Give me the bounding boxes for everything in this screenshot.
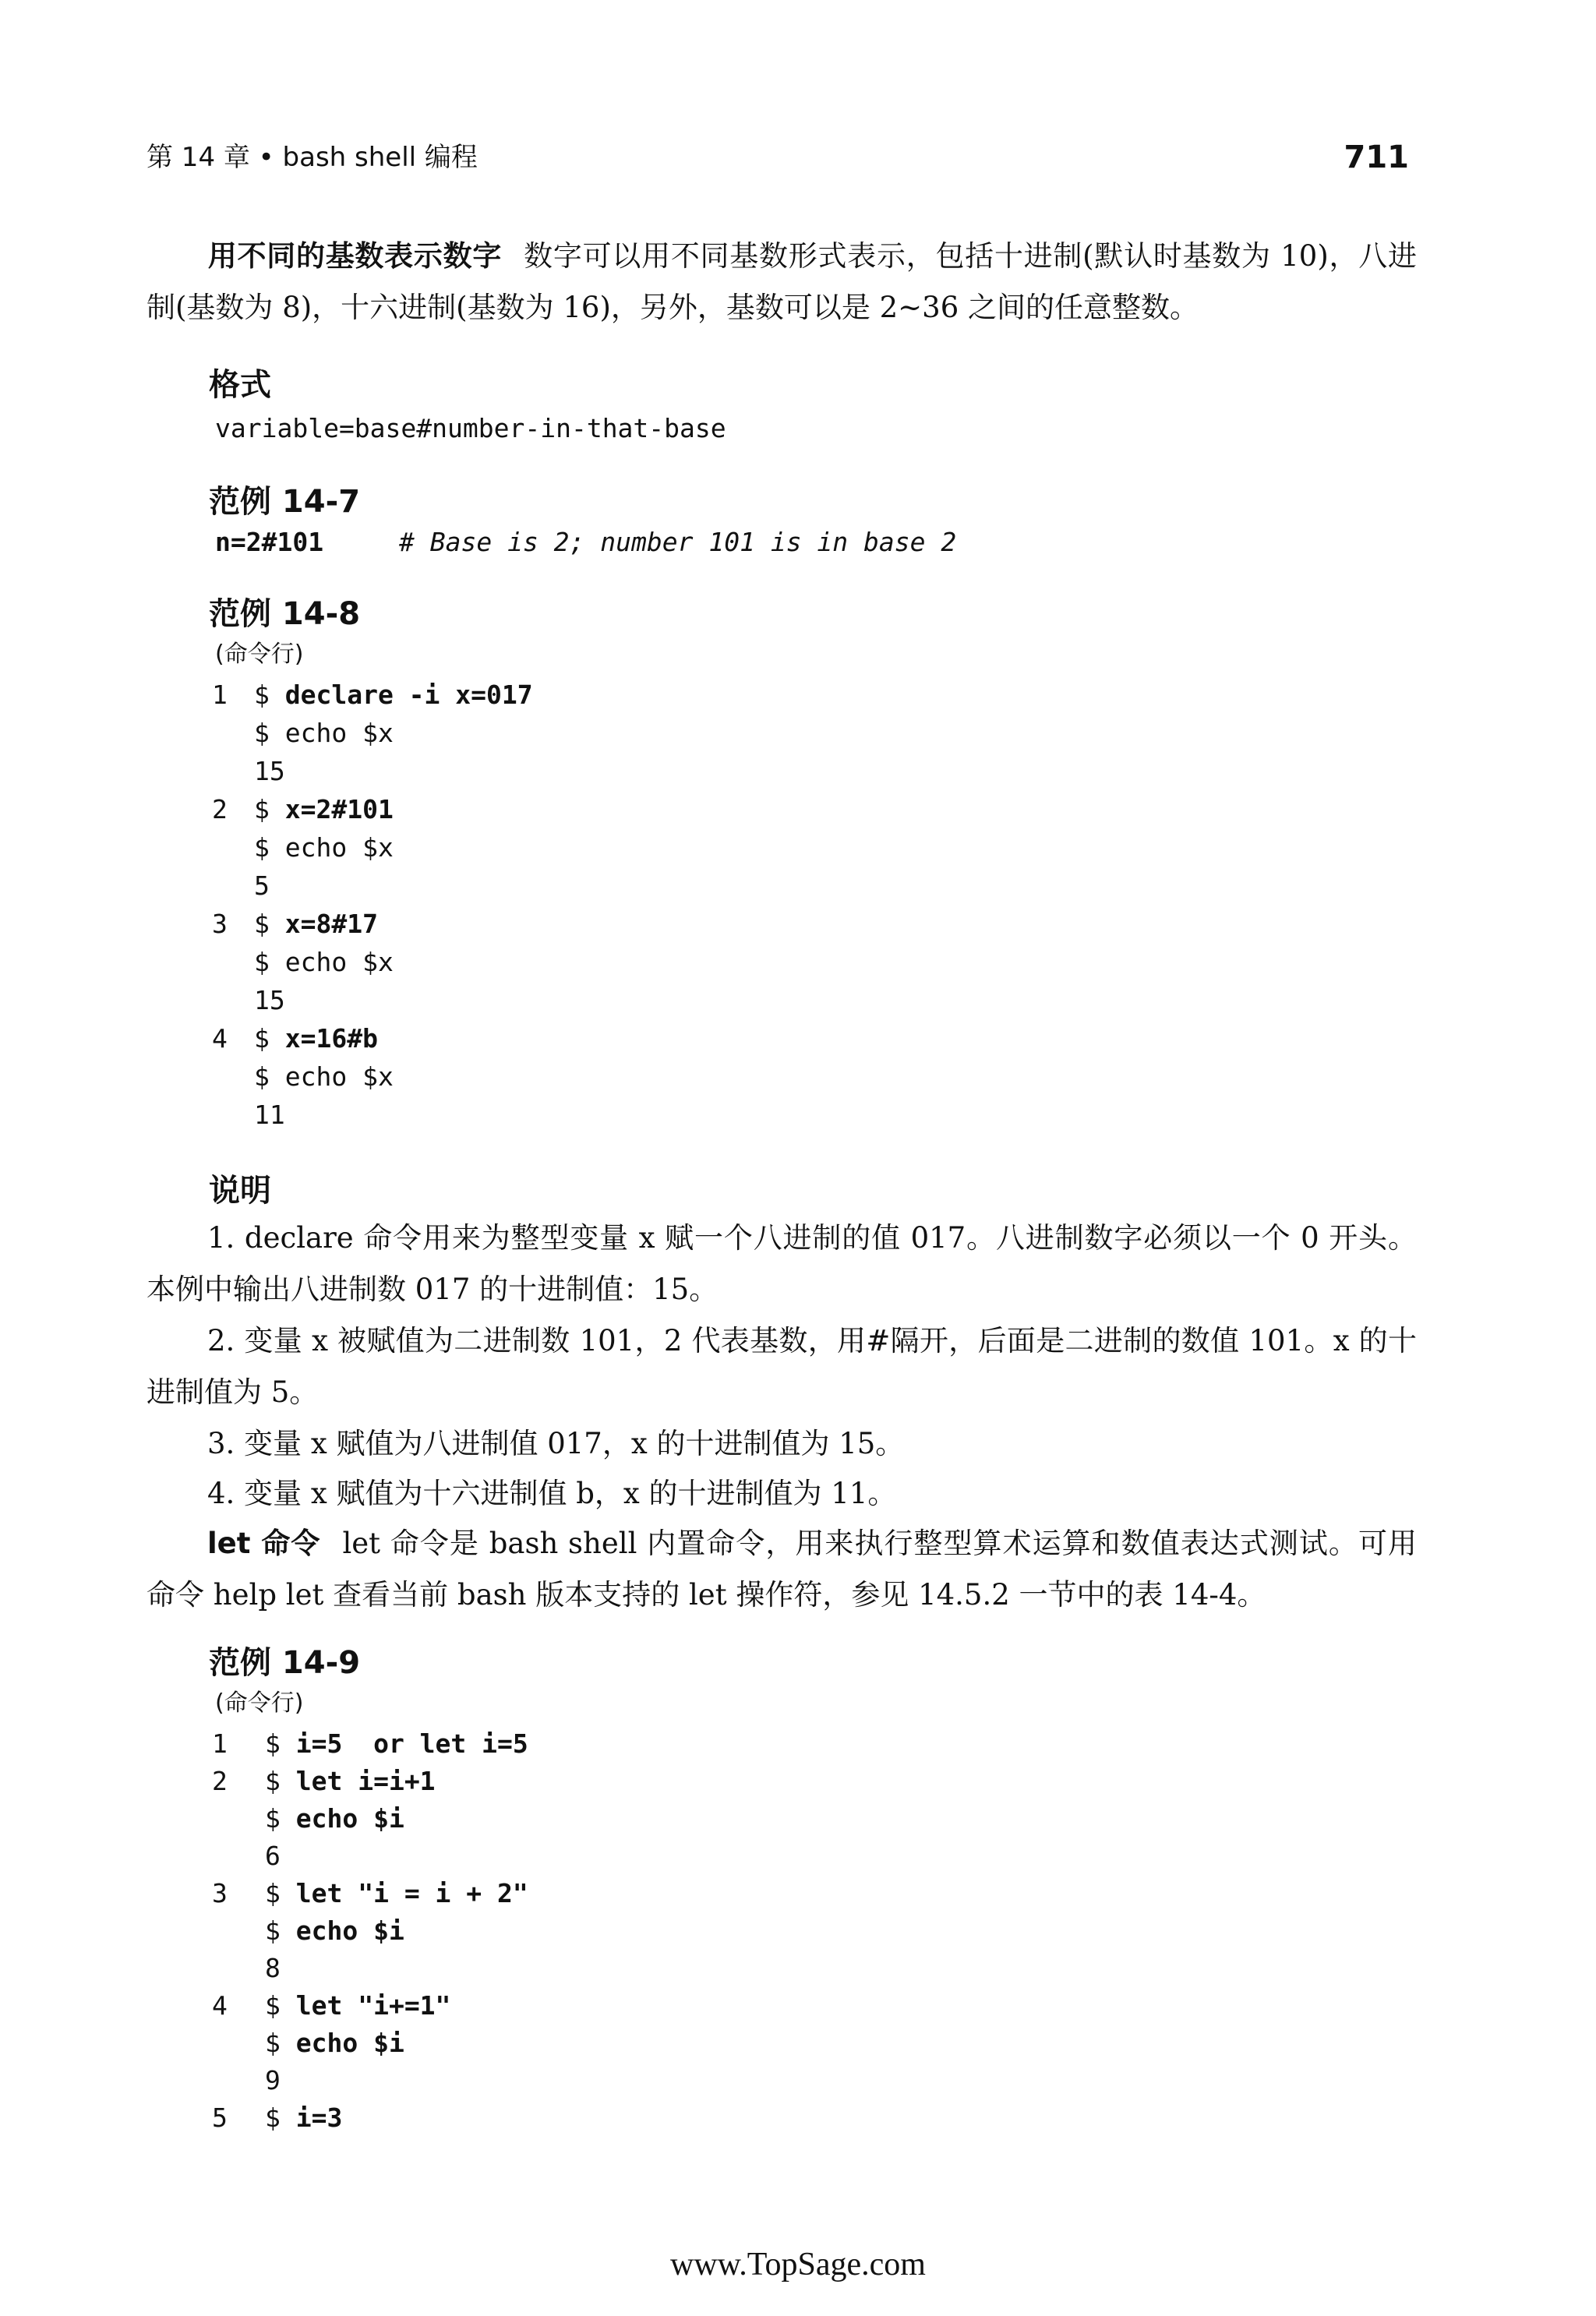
line-number: 2 [212, 794, 228, 824]
line-number: 4 [212, 1023, 228, 1054]
example-14-7-comment: # Base is 2; number 101 is in base 2 [399, 527, 957, 557]
example-14-9-subtitle: (命令行) [215, 1689, 304, 1717]
code-line: $ declare -i x=017 [254, 680, 533, 710]
example-14-9-heading: 范例 14-9 [209, 1645, 361, 1681]
line-number: 1 [212, 1728, 228, 1759]
code-line: $ echo $i [265, 1915, 404, 1946]
code-line: $ i=5 or let i=5 [265, 1728, 528, 1759]
format-heading: 格式 [209, 367, 271, 403]
intro-paragraph [147, 231, 1417, 334]
example-14-8-heading: 范例 14-8 [209, 596, 361, 632]
code-line: 9 [265, 2065, 281, 2095]
explanation-item-2: 2. 变量 x 被赋值为二进制数 101，2 代表基数，用#隔开，后面是二进制的数值 101。x 的十进制值为 5。 [147, 1324, 1417, 1409]
code-line: 15 [254, 985, 285, 1015]
code-line: $ let "i+=1" [265, 1990, 451, 2021]
let-text: let 命令是 bash shell 内置命令，用来执行整型算术运算和数值表达式测试。可用命令 help let 查看当前 bash 版本支持的 let 操作符，参见 14.5.2 一节中的表 14-4。 [147, 1527, 1417, 1612]
code-line: 5 [254, 870, 270, 901]
code-line: $ echo $x [254, 832, 394, 863]
explanation-heading: 说明 [209, 1173, 271, 1209]
explanation-item-1: 1. declare 命令用来为整型变量 x 赋一个八进制的值 017。八进制数字必须以一个 0 开头。本例中输出八进制数 017 的十进制值：15。 [147, 1221, 1417, 1306]
line-number: 3 [212, 1878, 228, 1908]
code-line: $ x=8#17 [254, 909, 378, 939]
example-14-7-code [215, 524, 323, 561]
let-lead: let 命令 [207, 1527, 321, 1560]
explanation-item-4: 4. 变量 x 赋值为十六进制值 b，x 的十进制值为 11。 [207, 1477, 897, 1510]
code-line: $ echo $x [254, 718, 394, 748]
code-line: $ echo $x [254, 947, 394, 977]
format-syntax: variable=base#number-in-that-base [215, 413, 726, 443]
example-14-8-subtitle: (命令行) [215, 641, 304, 668]
footer-url: www.TopSage.com [670, 2247, 926, 2282]
line-number: 4 [212, 1990, 228, 2021]
code-line: $ i=3 [265, 2102, 343, 2133]
explanation-item-3: 3. 变量 x 赋值为八进制值 017，x 的十进制值为 15。 [207, 1427, 905, 1460]
line-number: 2 [212, 1766, 228, 1796]
code-line: 11 [254, 1100, 285, 1130]
code-line: $ echo $i [265, 1803, 404, 1834]
line-number: 5 [212, 2102, 228, 2133]
chapter-title: 第 14 章 • bash shell 编程 [147, 142, 478, 173]
code-line: $ let i=i+1 [265, 1766, 436, 1796]
example-14-7-heading: 范例 14-7 [209, 484, 361, 520]
code-line: $ x=16#b [254, 1023, 378, 1054]
intro-lead: 用不同的基数表示数字 [207, 239, 503, 273]
example-14-7-command: n=2#101 [215, 527, 324, 557]
code-line: $ x=2#101 [254, 794, 394, 824]
intro-text: 数字可以用不同基数形式表示，包括十进制(默认时基数为 10)，八进制(基数为 8)，十六进制(基数为 16)，另外，基数可以是 2~36 之间的任意整数。 [147, 239, 1417, 324]
let-paragraph [147, 1518, 1417, 1621]
code-line: $ let "i = i + 2" [265, 1878, 528, 1908]
code-line: $ echo $x [254, 1061, 394, 1092]
code-line: 8 [265, 1953, 281, 1983]
running-header [147, 134, 1409, 181]
code-line: 6 [265, 1841, 281, 1871]
line-number: 3 [212, 909, 228, 939]
code-line: 15 [254, 756, 285, 786]
code-line: $ echo $i [265, 2028, 404, 2058]
page-number: 711 [1344, 139, 1409, 175]
line-number: 1 [212, 680, 228, 710]
